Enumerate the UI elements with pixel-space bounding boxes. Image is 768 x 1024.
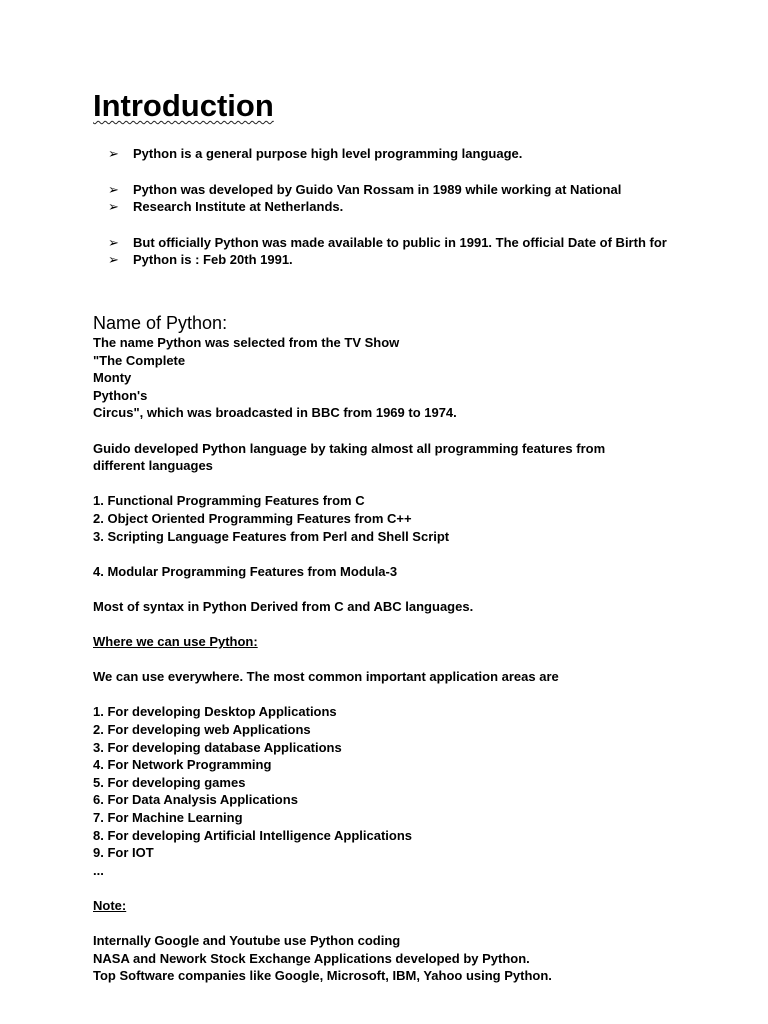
bullet-text: Python was developed by Guido Van Rossam in 1989 while working at National [133,182,622,197]
bullet-text: Research Institute at Netherlands. [133,199,344,214]
paragraph: We can use everywhere. The most common important application areas are [93,669,559,685]
text-line: Circus", which was broadcasted in BBC from 1969 to 1974. [93,405,457,421]
list-item: 3. Scripting Language Features from Perl and Shell Script [93,528,450,544]
list-item: 2. Object Oriented Programming Features from C++ [93,510,412,526]
arrow-bullet-icon: ➢ [108,182,119,197]
bullet-item [108,234,688,251]
list-item: 5. For developing games [93,774,246,790]
paragraph: Most of syntax in Python Derived from C and ABC languages. [93,598,474,614]
arrow-bullet-icon: ➢ [108,252,119,267]
text-line: Internally Google and Youtube use Python coding [93,933,401,949]
list-item: ... [93,862,104,878]
page-title: Introduction [93,88,274,123]
text-line: Top Software companies like Google, Microsoft, IBM, Yahoo using Python. [93,968,552,984]
bullet-text: Python is : Feb 20th 1991. [133,252,293,267]
bullet-text: Python is a general purpose high level programming language. [133,146,523,161]
list-item: 6. For Data Analysis Applications [93,792,298,808]
spacer [108,162,688,181]
text-line: "The Complete [93,352,186,368]
text-line: NASA and Nework Stock Exchange Applications developed by Python. [93,950,530,966]
paragraph: Guido developed Python language by taking almost all programming features from different languages [93,440,606,474]
list-item: 7. For Machine Learning [93,810,243,826]
spacer [108,215,688,234]
bullet-item [108,198,688,215]
list-item: 1. Functional Programming Features from C [93,493,365,509]
section-heading: Name of Python: [93,313,228,333]
section-heading: Where we can use Python: [93,634,258,650]
name-of-python-section [93,312,693,985]
list-item: 2. For developing web Applications [93,722,311,738]
bullet-item [108,181,688,198]
text-line: Python's [93,387,148,403]
list-item: 4. Modular Programming Features from Modula-3 [93,563,398,579]
bullet-item [108,145,688,162]
arrow-bullet-icon: ➢ [108,235,119,250]
bullet-item [108,251,688,268]
note-heading: Note: [93,898,127,913]
list-item: 1. For developing Desktop Applications [93,704,337,720]
list-item: 4. For Network Programming [93,757,272,773]
bullet-text: But officially Python was made available to public in 1991. The official Date of Birth for [133,235,667,250]
text-line: Monty [93,370,132,386]
intro-bullet-list [108,145,688,268]
list-item: 9. For IOT [93,845,154,861]
list-item: 3. For developing database Applications [93,739,342,755]
arrow-bullet-icon: ➢ [108,146,119,161]
list-item: 8. For developing Artificial Intelligence Applications [93,827,413,843]
text-line: The name Python was selected from the TV Show [93,335,400,350]
arrow-bullet-icon: ➢ [108,199,119,214]
